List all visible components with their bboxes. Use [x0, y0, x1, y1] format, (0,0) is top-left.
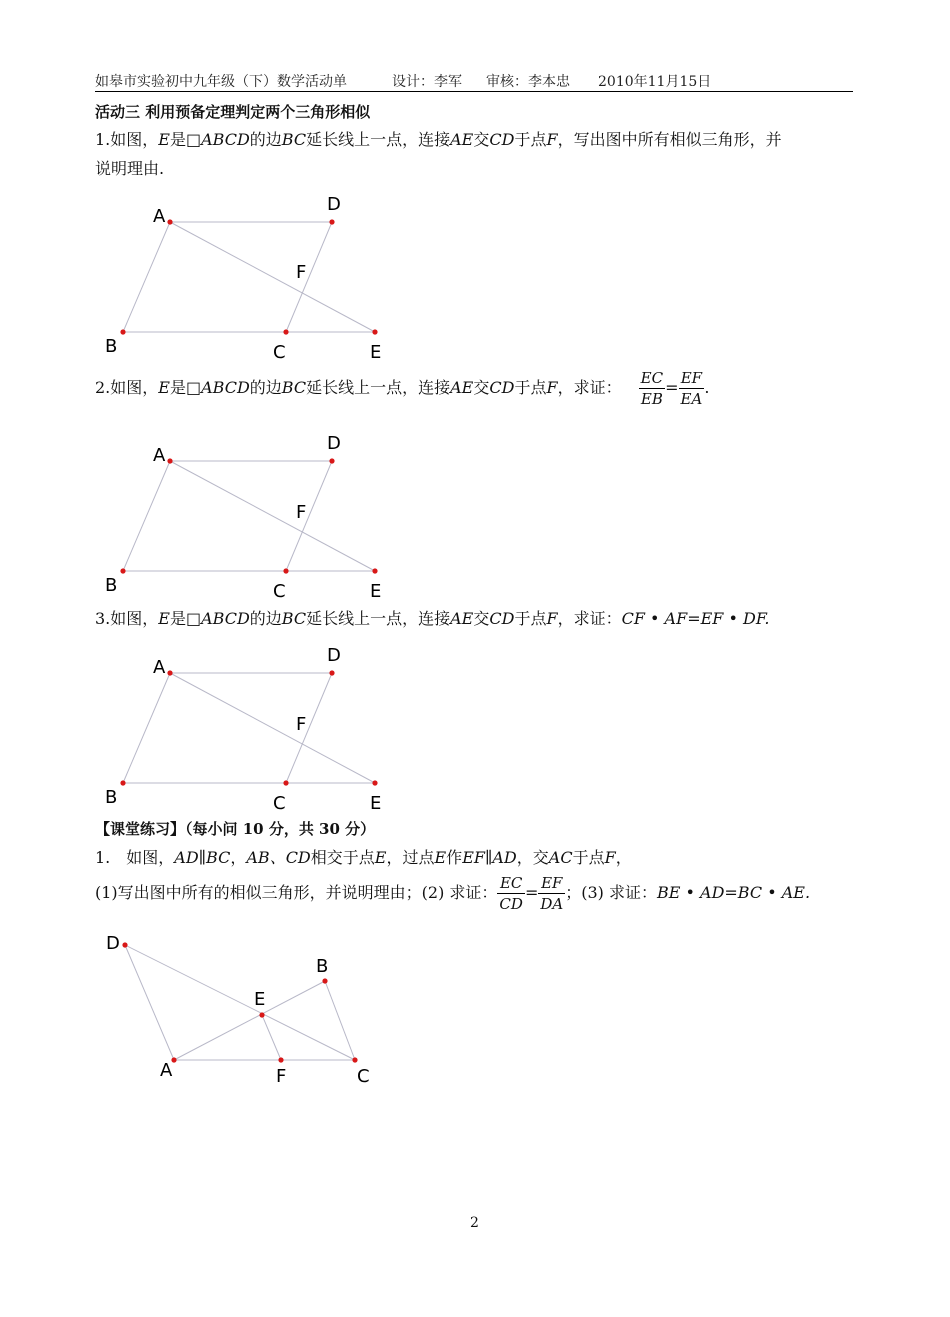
practice-question-1: 1. 如图，AD∥BC，AB、CD相交于点E，过点E作EF∥AD，交AC于点F，	[95, 848, 632, 867]
label-c: C	[357, 1066, 370, 1087]
point-e	[259, 1012, 264, 1017]
label-e: E	[370, 342, 382, 363]
label-e: E	[254, 989, 266, 1010]
label-b: B	[105, 336, 118, 357]
practice-question-2: (1)写出图中所有的相似三角形，并说明理由；(2) 求证： $\frac{EC}{CD}$ = $\frac{EF}{DA}$ ；(3) 求证：BE • AD=BC • AE.	[95, 874, 811, 913]
label-b: B	[316, 956, 329, 977]
section-title: 活动三 利用预备定理判定两个三角形相似	[95, 103, 371, 121]
label-d: D	[327, 433, 341, 454]
label-e: E	[370, 793, 382, 814]
problem-1-line-2: 说明理由.	[95, 159, 165, 178]
label-a: A	[153, 206, 166, 227]
label-c: C	[273, 793, 286, 814]
point-f	[278, 1057, 283, 1062]
label-c: C	[273, 581, 286, 602]
point-b	[322, 978, 327, 983]
header-school: 如皋市实验初中九年级（下）数学活动单	[95, 74, 347, 90]
label-a: A	[153, 445, 166, 466]
label-a: A	[153, 657, 166, 678]
label-a: A	[160, 1060, 173, 1081]
page-number: 2	[470, 1215, 479, 1231]
fraction-ef-ea: $\frac{EF}{EA}$	[680, 369, 703, 408]
label-d: D	[106, 933, 120, 954]
fraction-ec-cd: $\frac{EC}{CD}$	[499, 874, 523, 913]
header-date: 2010年11月15日	[598, 74, 712, 90]
header-designer: 设计：李军	[392, 74, 462, 90]
label-d: D	[327, 194, 341, 215]
label-f: F	[296, 502, 307, 523]
label-f: F	[276, 1066, 287, 1087]
label-c: C	[273, 342, 286, 363]
header-reviewer: 审核：李本忠	[486, 74, 570, 90]
problem-2: 2.如图，E是□ABCD的边BC延长线上一点，连接AE交CD于点F，求证： $\frac{EC}{EB}$ = $\frac{EF}{EA}$ .	[95, 369, 710, 408]
label-f: F	[296, 262, 307, 283]
problem-1-line-1: 1.如图，E是□ABCD的边BC延长线上一点，连接AE交CD于点F，写出图中所有相似三角形，并	[95, 130, 782, 149]
fraction-ef-da: $\frac{EF}{DA}$	[540, 874, 564, 913]
label-b: B	[105, 575, 118, 596]
problem-3: 3.如图，E是□ABCD的边BC延长线上一点，连接AE交CD于点F，求证：CF • AF=EF • DF.	[95, 609, 770, 628]
label-e: E	[370, 581, 382, 602]
fraction-ec-eb: $\frac{EC}{EB}$	[640, 369, 664, 408]
label-d: D	[327, 645, 341, 666]
point-d	[122, 942, 127, 947]
point-c	[352, 1057, 357, 1062]
label-b: B	[105, 787, 118, 808]
practice-title: 【课堂练习】（每小问 10 分，共 30 分）	[95, 820, 376, 838]
label-f: F	[296, 714, 307, 735]
